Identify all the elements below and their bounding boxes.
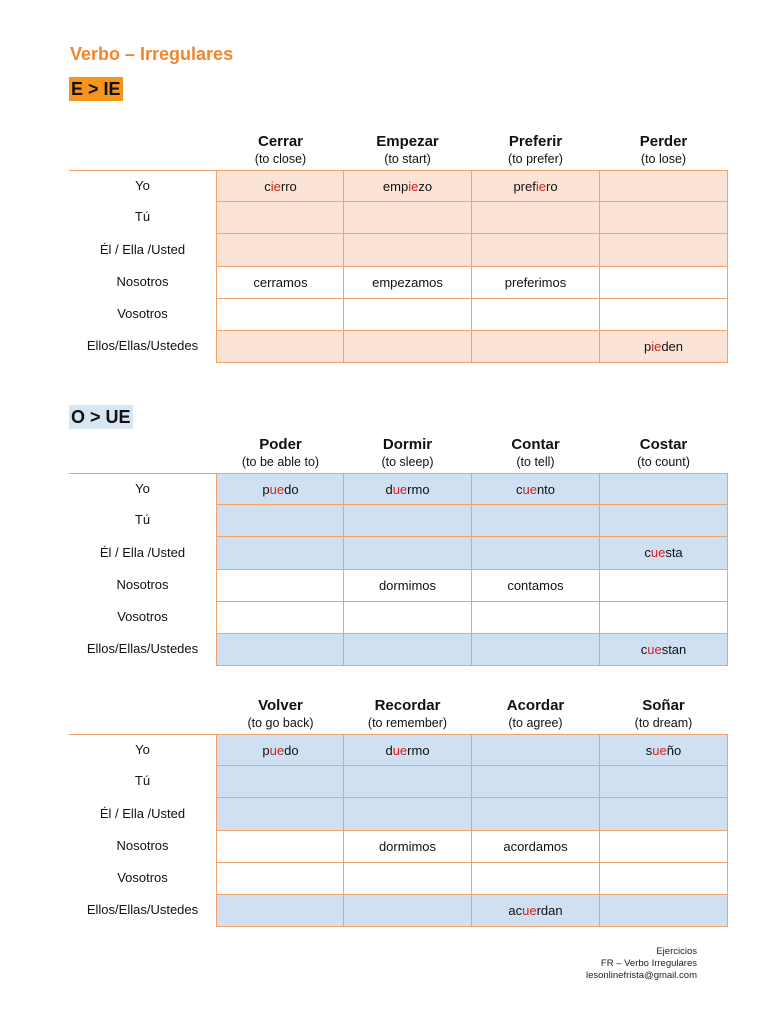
- conjugation-cell[interactable]: [216, 201, 345, 234]
- conjugation-cell-example[interactable]: [599, 633, 728, 666]
- conjugation-cell[interactable]: [343, 862, 472, 895]
- stem-change-highlight: ue: [269, 482, 285, 497]
- conjugation-cell-example[interactable]: [216, 473, 345, 506]
- verb-name: Volver: [258, 697, 303, 714]
- verb-header: [344, 697, 471, 731]
- verb-header: [472, 697, 599, 731]
- conjugation-cell[interactable]: preferimos: [471, 266, 600, 299]
- verb-name: Cerrar: [257, 133, 304, 150]
- conjugation-cell[interactable]: [599, 266, 728, 299]
- verb-translation: (to tell): [516, 455, 555, 469]
- conjugation-cell[interactable]: [599, 862, 728, 895]
- footer-line-2: FR – Verbo Irregulares: [600, 958, 697, 969]
- stem-text: c: [515, 482, 523, 497]
- pronoun-label: Ellos/Ellas/Ustedes: [86, 338, 199, 353]
- footer-line-3: lesonlinefrista@gmail.com: [585, 970, 697, 981]
- stem-text: rmo: [407, 743, 430, 758]
- conjugation-cell[interactable]: [216, 601, 345, 634]
- conjugation-cell[interactable]: [343, 298, 472, 331]
- pronoun-label: Vosotros: [117, 870, 168, 885]
- verb-header: [344, 436, 471, 470]
- conjugation-cell-example[interactable]: [471, 894, 600, 927]
- stem-text: c: [644, 545, 651, 560]
- verb-header: [217, 133, 344, 167]
- conjugation-cell[interactable]: [343, 201, 472, 234]
- verb-name: Soñar: [642, 697, 685, 714]
- stem-text: p: [643, 339, 652, 354]
- pronoun-label: Yo: [135, 178, 150, 193]
- conjugation-table: [69, 436, 728, 665]
- conjugation-cell[interactable]: [599, 298, 728, 331]
- conjugation-cell[interactable]: [599, 504, 728, 537]
- verb-name: Acordar: [506, 697, 565, 714]
- conjugation-cell[interactable]: [599, 830, 728, 863]
- stem-change-highlight: ue: [392, 482, 408, 497]
- stem-text: p: [262, 482, 270, 497]
- verb-translation: (to count): [637, 455, 690, 469]
- conjugation-cell[interactable]: acordamos: [471, 830, 600, 863]
- conjugation-cell[interactable]: [343, 765, 472, 798]
- conjugation-cell[interactable]: [471, 734, 600, 767]
- pronoun-label: Vosotros: [117, 306, 168, 321]
- verb-name: Costar: [639, 436, 688, 453]
- stem-change-highlight: ie: [651, 339, 662, 354]
- conjugation-cell[interactable]: [216, 765, 345, 798]
- conjugation-cell[interactable]: [471, 233, 600, 267]
- conjugation-cell[interactable]: [471, 536, 600, 570]
- stem-text: d: [385, 743, 393, 758]
- pronoun-label: Él / Ella /Usted: [99, 545, 186, 560]
- stem-text: p: [262, 743, 270, 758]
- conjugation-cell[interactable]: [216, 536, 345, 570]
- conjugation-cell[interactable]: contamos: [471, 569, 600, 602]
- stem-text: d: [385, 482, 393, 497]
- conjugation-cell[interactable]: [599, 473, 728, 506]
- stem-text: ño: [666, 743, 682, 758]
- verb-name: Preferir: [508, 133, 563, 150]
- conjugation-cell[interactable]: [343, 504, 472, 537]
- footer: [586, 946, 697, 982]
- stem-text: c: [640, 642, 648, 657]
- verb-translation: (to sleep): [381, 455, 434, 469]
- conjugation-cell-example[interactable]: [343, 473, 472, 506]
- conjugation-cell-example[interactable]: [599, 330, 728, 363]
- conjugation-table: [69, 697, 728, 926]
- verb-header: [472, 133, 599, 167]
- verb-translation: (to be able to): [241, 455, 320, 469]
- pronoun-label: Ellos/Ellas/Ustedes: [86, 641, 199, 656]
- conjugation-cell[interactable]: [216, 233, 345, 267]
- conjugation-cell[interactable]: [471, 797, 600, 831]
- verb-header: [344, 133, 471, 167]
- stem-text: do: [284, 743, 299, 758]
- conjugation-cell[interactable]: [471, 330, 600, 363]
- verb-header: [600, 697, 727, 731]
- conjugation-cell[interactable]: [216, 862, 345, 895]
- pronoun-label: Tú: [134, 209, 151, 224]
- conjugation-cell[interactable]: [471, 298, 600, 331]
- verb-translation: (to dream): [634, 716, 693, 730]
- pronoun-label: Él / Ella /Usted: [99, 242, 186, 257]
- conjugation-cell-example[interactable]: [216, 734, 345, 767]
- stem-text: c: [264, 179, 271, 194]
- conjugation-cell[interactable]: [216, 894, 345, 927]
- verb-header: [600, 133, 727, 167]
- conjugation-cell[interactable]: [599, 233, 728, 267]
- pronoun-label: Yo: [135, 742, 150, 757]
- conjugation-cell[interactable]: [471, 201, 600, 234]
- conjugation-cell[interactable]: [599, 201, 728, 234]
- stem-change-highlight: ie: [535, 179, 546, 194]
- section-label-e-ie: E > IE: [71, 79, 121, 99]
- verb-translation: (to lose): [640, 152, 687, 166]
- pronoun-label: Tú: [134, 512, 151, 527]
- conjugation-cell[interactable]: [216, 633, 345, 666]
- verb-name: Dormir: [382, 436, 433, 453]
- pronoun-label: Yo: [135, 481, 150, 496]
- stem-change-highlight: ue: [392, 743, 408, 758]
- verb-header: [600, 436, 727, 470]
- conjugation-cell[interactable]: [343, 233, 472, 267]
- verb-translation: (to go back): [247, 716, 314, 730]
- stem-change-highlight: ue: [522, 903, 537, 918]
- section-label-o-ue: O > UE: [71, 407, 131, 427]
- verb-name: Contar: [511, 436, 560, 453]
- conjugation-cell[interactable]: [216, 298, 345, 331]
- conjugation-cell[interactable]: [471, 633, 600, 666]
- pronoun-label: Tú: [134, 773, 151, 788]
- verb-name: Recordar: [374, 697, 441, 714]
- verb-name: Perder: [639, 133, 688, 150]
- conjugation-table: [69, 133, 728, 362]
- stem-text: zo: [418, 179, 433, 194]
- conjugation-cell[interactable]: [216, 569, 345, 602]
- conjugation-cell[interactable]: [343, 894, 472, 927]
- pronoun-label: Él / Ella /Usted: [99, 806, 186, 821]
- verb-translation: (to start): [384, 152, 431, 166]
- verb-header: [217, 697, 344, 731]
- conjugation-cell-example[interactable]: [599, 536, 728, 570]
- conjugation-cell[interactable]: [599, 601, 728, 634]
- conjugation-cell[interactable]: cerramos: [216, 266, 345, 299]
- conjugation-cell-example[interactable]: [599, 734, 728, 767]
- stem-change-highlight: ue: [522, 482, 537, 497]
- conjugation-cell[interactable]: [599, 894, 728, 927]
- stem-text: rmo: [407, 482, 430, 497]
- stem-change-highlight: ue: [652, 743, 667, 758]
- stem-text: do: [284, 482, 299, 497]
- pronoun-label: Vosotros: [117, 609, 168, 624]
- pronoun-label: Nosotros: [116, 838, 169, 853]
- footer-line-1: Ejercicios: [656, 946, 697, 957]
- stem-change-highlight: ue: [269, 743, 285, 758]
- verb-name: Poder: [259, 436, 302, 453]
- conjugation-cell[interactable]: [343, 536, 472, 570]
- conjugation-cell[interactable]: [343, 797, 472, 831]
- conjugation-cell[interactable]: [343, 601, 472, 634]
- conjugation-cell-example[interactable]: [343, 734, 472, 767]
- verb-header: [217, 436, 344, 470]
- pronoun-label: Nosotros: [116, 577, 169, 592]
- conjugation-cell-example[interactable]: [216, 170, 345, 203]
- pronoun-label: Nosotros: [116, 274, 169, 289]
- verb-header: [472, 436, 599, 470]
- conjugation-cell[interactable]: [471, 504, 600, 537]
- conjugation-cell[interactable]: [471, 862, 600, 895]
- stem-text: emp: [382, 179, 409, 194]
- conjugation-cell[interactable]: dormimos: [343, 830, 472, 863]
- conjugation-cell[interactable]: [599, 569, 728, 602]
- conjugation-cell[interactable]: [216, 330, 345, 363]
- conjugation-cell[interactable]: [216, 504, 345, 537]
- conjugation-cell-example[interactable]: [471, 170, 600, 203]
- verb-translation: (to remember): [367, 716, 448, 730]
- stem-text: rro: [280, 179, 297, 194]
- stem-text: stan: [661, 642, 687, 657]
- conjugation-cell[interactable]: empezamos: [343, 266, 472, 299]
- conjugation-cell[interactable]: [599, 170, 728, 203]
- conjugation-cell[interactable]: [343, 633, 472, 666]
- stem-text: ac: [508, 903, 523, 918]
- page-title: Verbo – Irregulares: [70, 44, 234, 64]
- stem-text: s: [645, 743, 653, 758]
- stem-text: nto: [536, 482, 556, 497]
- stem-change-highlight: ie: [408, 179, 419, 194]
- conjugation-cell[interactable]: [471, 765, 600, 798]
- conjugation-cell[interactable]: [343, 330, 472, 363]
- conjugation-cell[interactable]: [599, 765, 728, 798]
- stem-change-highlight: ue: [650, 545, 666, 560]
- stem-text: pref: [513, 179, 536, 194]
- verb-name: Empezar: [376, 133, 439, 150]
- verb-translation: (to prefer): [508, 152, 563, 166]
- verb-translation: (to agree): [508, 716, 563, 730]
- verb-translation: (to close): [254, 152, 307, 166]
- conjugation-cell[interactable]: [216, 797, 345, 831]
- stem-text: den: [661, 339, 684, 354]
- stem-text: rdan: [536, 903, 563, 918]
- conjugation-cell-example[interactable]: [471, 473, 600, 506]
- conjugation-cell[interactable]: [216, 830, 345, 863]
- conjugation-cell-example[interactable]: [343, 170, 472, 203]
- conjugation-cell[interactable]: [599, 797, 728, 831]
- stem-change-highlight: ie: [270, 179, 281, 194]
- pronoun-label: Ellos/Ellas/Ustedes: [86, 902, 199, 917]
- conjugation-cell[interactable]: dormimos: [343, 569, 472, 602]
- stem-text: sta: [665, 545, 683, 560]
- stem-text: ro: [545, 179, 558, 194]
- stem-change-highlight: ue: [647, 642, 662, 657]
- conjugation-cell[interactable]: [471, 601, 600, 634]
